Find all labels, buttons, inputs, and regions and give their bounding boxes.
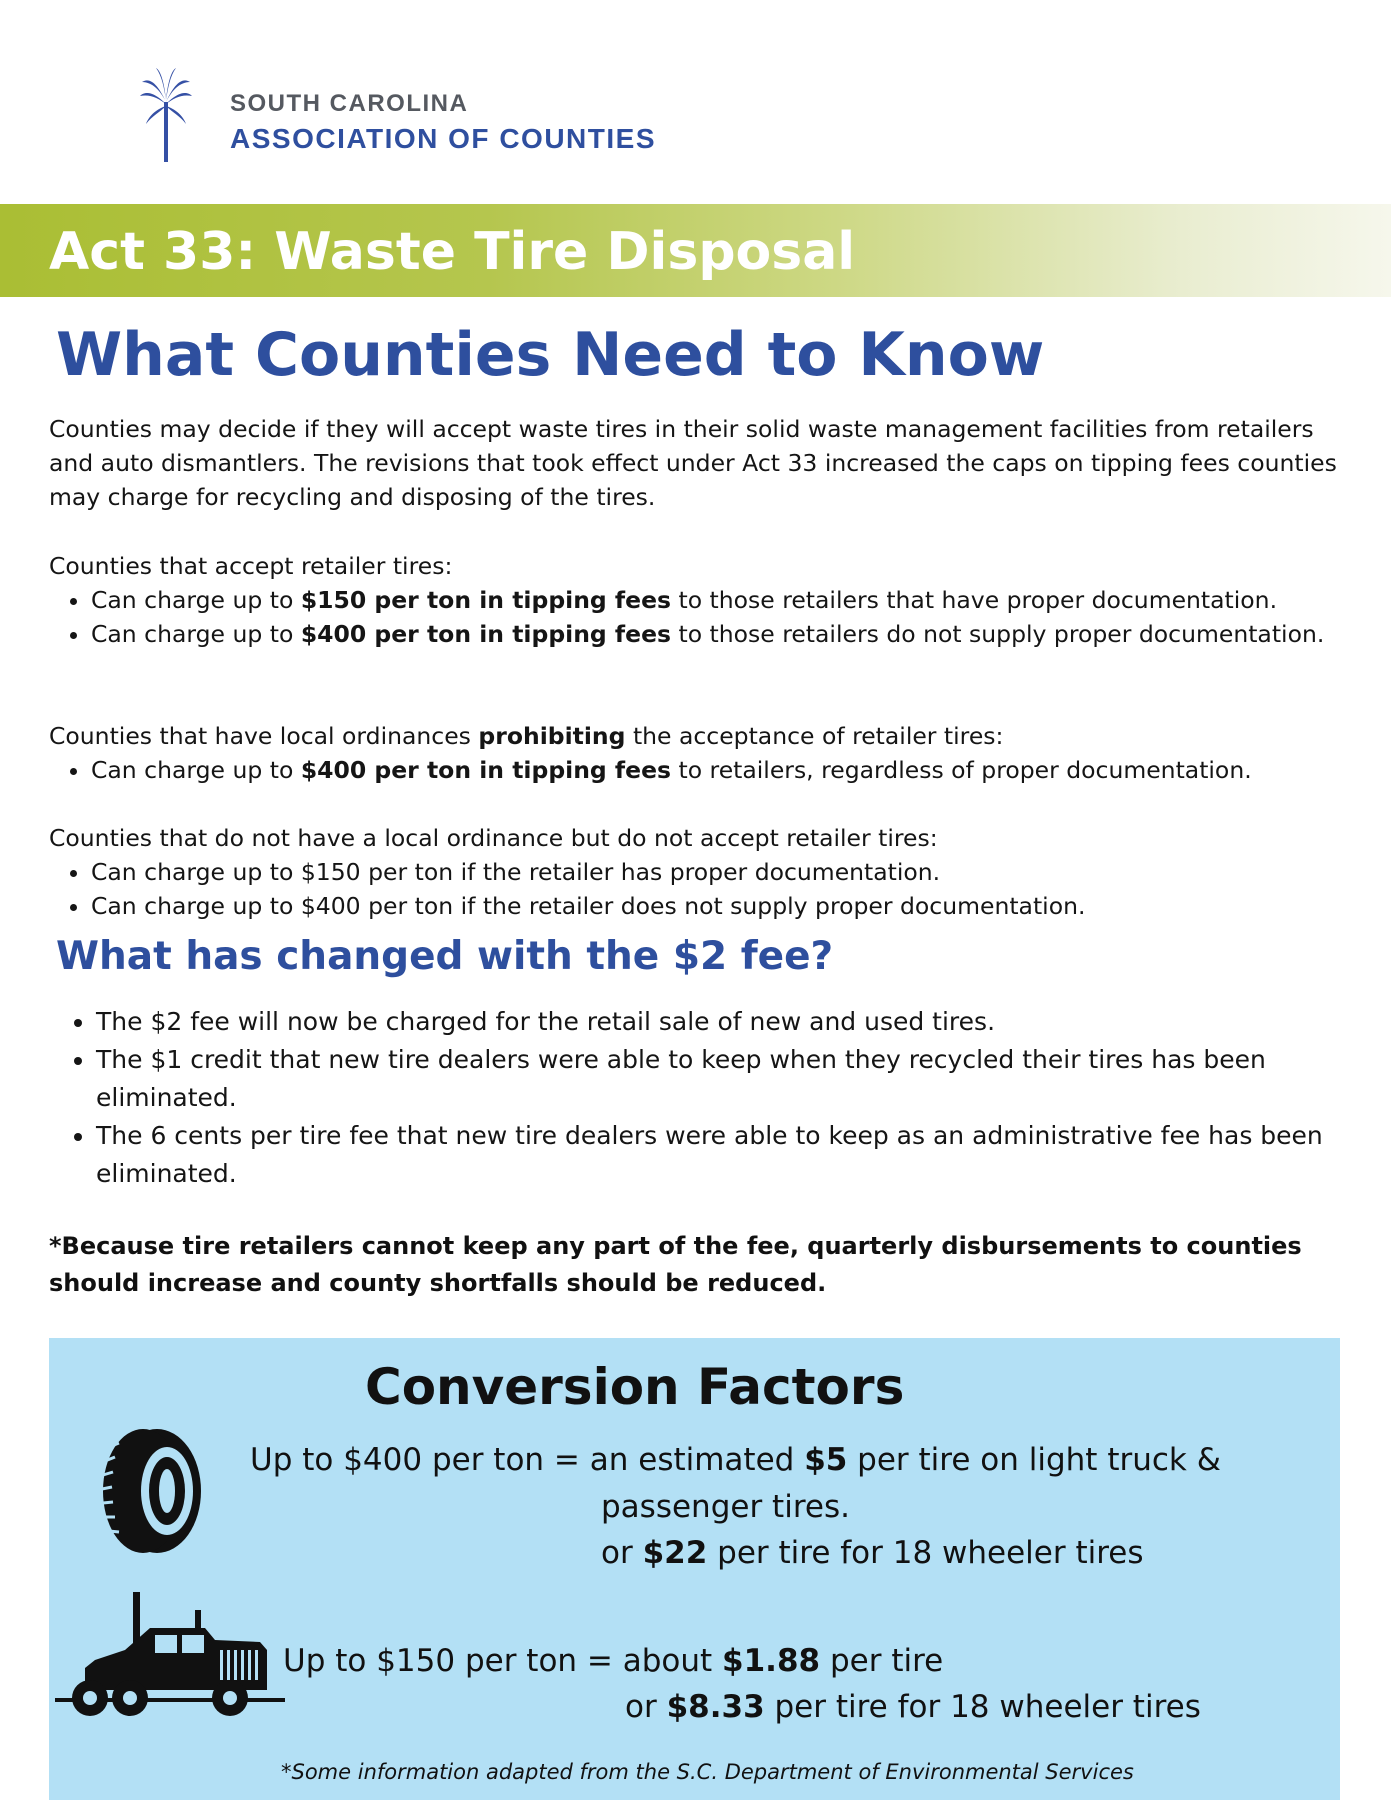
conversion-text: per tire [820, 1643, 944, 1679]
section-lead: Counties that accept retailer tires: [49, 552, 453, 580]
conversion-text: Up to $400 per ton = an estimated [250, 1442, 805, 1478]
palmetto-crescent-logo-icon [60, 40, 210, 185]
bullet-list [49, 753, 1349, 787]
semi-truck-icon [55, 1590, 285, 1725]
conversion-amount: $1.88 [722, 1643, 821, 1679]
item-bold-text: $400 per ton in tipping fees [300, 620, 672, 648]
conversion-400-line1 [250, 1442, 1221, 1478]
list-item [91, 617, 1349, 651]
org-name-line2: ASSOCIATION OF COUNTIES [230, 123, 656, 154]
item-text: to retailers, regardless of proper documentation. [671, 756, 1252, 784]
item-bold-text: $150 per ton in tipping fees [300, 586, 672, 614]
list-item: • Can charge up to $150 per ton if the retailer has proper documentation. [91, 855, 1349, 889]
no-ordinance-section [49, 821, 1349, 923]
conversion-amount: $5 [804, 1442, 848, 1478]
list-item: • The $1 credit that new tire dealers were able to keep when they recycled their tires has been eliminated. [96, 1041, 1349, 1117]
bullet-list [49, 855, 1349, 923]
conversion-text: or [625, 1689, 667, 1725]
item-text: Can charge up to [91, 756, 301, 784]
lead-text: the acceptance of retailer tires: [625, 722, 1004, 750]
list-item [91, 753, 1349, 787]
list-item: • Can charge up to $400 per ton if the retailer does not supply proper documentation. [91, 889, 1349, 923]
section-lead: Counties that do not have a local ordinance but do not accept retailer tires: [49, 824, 938, 852]
conversion-amount: $22 [642, 1535, 708, 1571]
lead-bold-text: prohibiting [478, 722, 626, 750]
prohibiting-ordinance-section [49, 719, 1349, 787]
bullet-list [49, 583, 1349, 651]
source-note: *Some information adapted from the S.C. Department of Environmental Services [281, 1760, 1134, 1784]
conversion-400-line3 [601, 1535, 1144, 1571]
bullet-list [49, 1003, 1349, 1193]
item-text: Can charge up to [91, 586, 301, 614]
list-item: • The 6 cents per tire fee that new tire dealers were able to keep as an administrative fee has been eliminated. [96, 1117, 1349, 1193]
page-title: What Counties Need to Know [56, 320, 1045, 390]
conversion-factors-title: Conversion Factors [365, 1358, 905, 1416]
conversion-text: per tire for 18 wheeler tires [764, 1689, 1201, 1725]
list-item: • The $2 fee will now be charged for the retail sale of new and used tires. [96, 1003, 1349, 1041]
lead-text: Counties that have local ordinances [49, 722, 479, 750]
conversion-150-line2 [625, 1689, 1201, 1725]
intro-paragraph: Counties may decide if they will accept waste tires in their solid waste management facilities from retailers and auto dismantlers. The revisions that took effect under Act 33 increased the caps on tipping fees counties may charge for recycling and disposing of the tires. [49, 415, 1337, 511]
conversion-150-line1 [283, 1643, 943, 1679]
tire-icon [95, 1425, 210, 1557]
item-text: Can charge up to [91, 620, 301, 648]
item-bold-text: $400 per ton in tipping fees [300, 756, 672, 784]
fee-changes-section [49, 1003, 1349, 1193]
conversion-text: per tire on light truck & [847, 1442, 1221, 1478]
banner-title: Act 33: Waste Tire Disposal [49, 222, 856, 282]
list-item [91, 583, 1349, 617]
conversion-amount: $8.33 [666, 1689, 765, 1725]
disbursement-note: *Because tire retailers cannot keep any part of the fee, quarterly disbursements to counties should increase and county shortfalls should be reduced. [49, 1232, 1302, 1297]
conversion-text: or [601, 1535, 643, 1571]
item-text: to those retailers that have proper documentation. [671, 586, 1278, 614]
fee-changes-heading: What has changed with the $2 fee? [56, 934, 834, 979]
retailer-tires-section [49, 549, 1349, 651]
conversion-400-line2: passenger tires. [601, 1489, 850, 1525]
conversion-text: Up to $150 per ton = about [283, 1643, 723, 1679]
conversion-text: per tire for 18 wheeler tires [707, 1535, 1144, 1571]
item-text: to those retailers do not supply proper documentation. [671, 620, 1325, 648]
org-name-line1: SOUTH CAROLINA [230, 90, 469, 117]
section-lead [49, 719, 1349, 753]
